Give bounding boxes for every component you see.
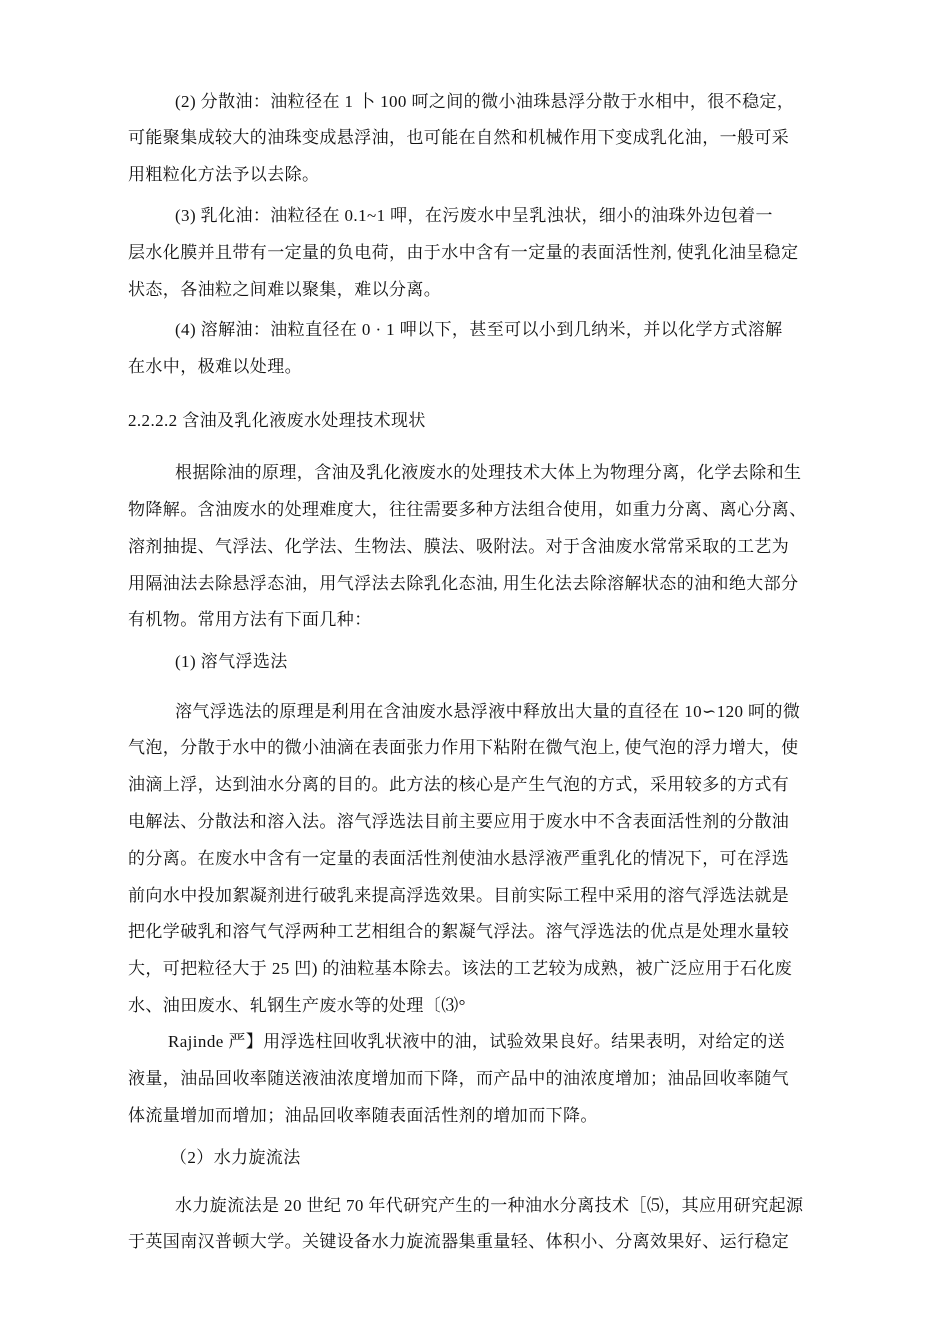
text-line: 溶气浮选法的原理是利用在含油废水悬浮液中释放出大量的直径在 10∽120 呵的微	[175, 702, 801, 721]
text-line: 前向水中投加絮凝剂进行破乳来提高浮选效果。目前实际工程中采用的溶气浮选法就是	[128, 886, 790, 905]
text-line: Rajinde 严】用浮选柱回收乳状液中的油，试验效果良好。结果表明，对给定的送	[168, 1032, 786, 1051]
text-line: 用隔油法去除悬浮态油，用气浮法去除乳化态油, 用生化法去除溶解状态的油和绝大部分	[128, 574, 799, 593]
text-line: 物降解。含油废水的处理难度大，往往需要多种方法组合使用，如重力分离、离心分离、	[128, 500, 807, 519]
text-line: (3) 乳化油：油粒径在 0.1~1 呷，在污废水中呈乳浊状，细小的油珠外边包着一	[175, 206, 773, 225]
text-line: 根据除油的原理，含油及乳化液废水的处理技术大体上为物理分离，化学去除和生	[175, 463, 802, 482]
text-line: 大，可把粒径大于 25 凹) 的油粒基本除去。该法的工艺较为成熟，被广泛应用于石化废	[128, 959, 793, 978]
text-line: 状态，各油粒之间难以聚集，难以分离。	[128, 280, 442, 299]
text-line: 的分离。在废水中含有一定量的表面活性剂使油水悬浮液严重乳化的情况下，可在浮选	[128, 849, 790, 868]
text-line: (2) 分散油：油粒径在 1 卜 100 呵之间的微小油珠悬浮分散于水相中，很不稳定，	[175, 92, 795, 111]
text-line: 电解法、分散法和溶入法。溶气浮选法目前主要应用于废水中不含表面活性剂的分散油	[128, 812, 790, 831]
text-line: 于英国南汉普顿大学。关键设备水力旋流器集重量轻、体积小、分离效果好、运行稳定	[128, 1232, 790, 1251]
text-line: 水、油田废水、轧钢生产废水等的处理〔⑶°	[128, 996, 466, 1015]
text-line: 有机物。常用方法有下面几种：	[128, 610, 372, 629]
text-line: 体流量增加而增加；油品回收率随表面活性剂的增加而下降。	[128, 1106, 598, 1125]
text-line: 在水中，极难以处理。	[128, 357, 302, 376]
text-line: 油滴上浮，达到油水分离的目的。此方法的核心是产生气泡的方式，采用较多的方式有	[128, 775, 790, 794]
text-line: 把化学破乳和溶气气浮两种工艺相组合的絮凝气浮法。溶气浮选法的优点是处理水量较	[128, 922, 790, 941]
subheading-dissolved-air-flotation: (1) 溶气浮选法	[175, 652, 288, 671]
section-heading: 2.2.2.2 含油及乳化液废水处理技术现状	[128, 411, 426, 430]
text-line: 溶剂抽提、气浮法、化学法、生物法、膜法、吸附法。对于含油废水常常采取的工艺为	[128, 537, 790, 556]
text-line: 液量，油品回收率随送液油浓度增加而下降，而产品中的油浓度增加；油品回收率随气	[128, 1069, 790, 1088]
text-line: 气泡，分散于水中的微小油滴在表面张力作用下粘附在微气泡上, 使气泡的浮力增大，使	[128, 738, 799, 757]
text-line: 层水化膜并且带有一定量的负电荷，由于水中含有一定量的表面活性剂, 使乳化油呈稳定	[128, 243, 799, 262]
subheading-hydrocyclone: （2）水力旋流法	[170, 1148, 301, 1167]
text-line: 可能聚集成较大的油珠变成悬浮油，也可能在自然和机械作用下变成乳化油，一般可采	[128, 128, 790, 147]
text-line: (4) 溶解油：油粒直径在 0 · 1 呷以下，甚至可以小到几纳米，并以化学方式溶解	[175, 320, 783, 339]
text-line: 水力旋流法是 20 世纪 70 年代研究产生的一种油水分离技术［⑸，其应用研究起源	[175, 1196, 804, 1215]
text-line: 用粗粒化方法予以去除。	[128, 165, 320, 184]
